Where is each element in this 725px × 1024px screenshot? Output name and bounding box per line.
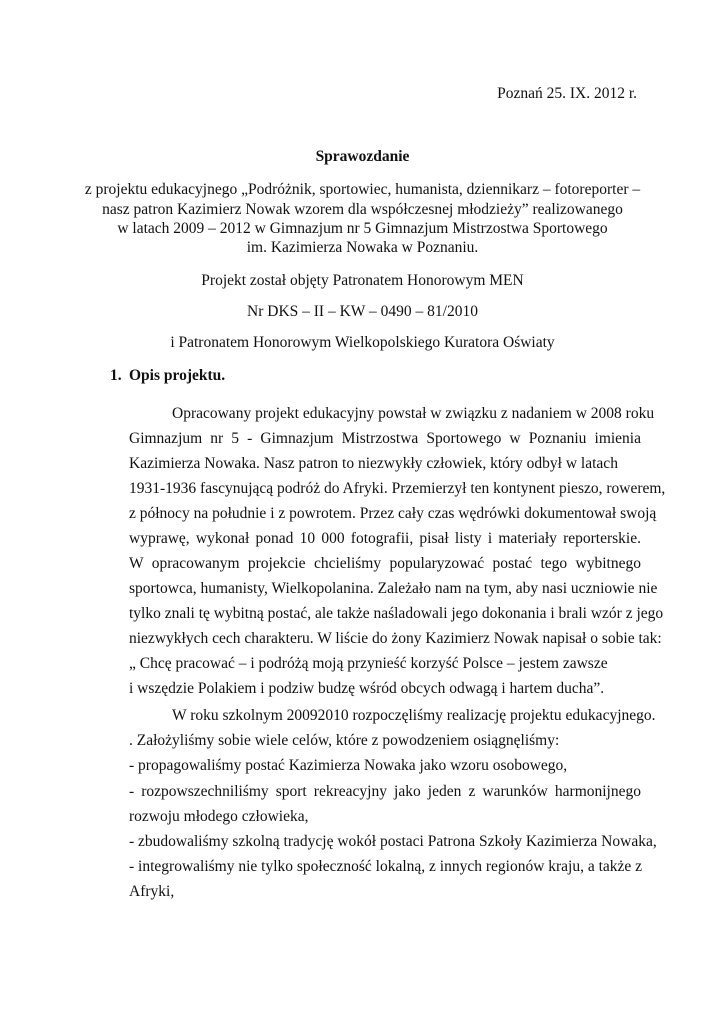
paragraph-line: wyprawę, wykonał ponad 10 000 fotografii, pisał listy i materiały reporterskie. — [129, 530, 641, 547]
place-date: Poznań 25. IX. 2012 r. — [497, 85, 637, 102]
quote-line: i wszędzie Polakiem i podziw budzę wśród obcych odwagą i hartem ducha”. — [129, 680, 605, 697]
document-title: Sprawozdanie — [315, 148, 410, 165]
quote-line: „ Chcę pracować – i podróżą moją przynieść korzyść Polsce – jestem zawsze — [129, 655, 608, 672]
subtitle-line: im. Kazimierza Nowaka w Poznaniu. — [246, 239, 479, 256]
list-item: - rozpowszechniliśmy sport rekreacyjny jako jeden z warunków harmonijnego — [129, 783, 641, 800]
paragraph-line: niezwykłych cech charakteru. W liście do żony Kazimierz Nowak napisał o sobie tak: — [129, 630, 662, 647]
patronage-number: Nr DKS – II – KW – 0490 – 81/2010 — [247, 303, 478, 320]
list-item: - integrowaliśmy nie tylko społeczność lokalną, z innych regionów kraju, a także z — [129, 858, 643, 875]
list-item-continuation: Afryki, — [129, 883, 175, 900]
patronage-line-3: i Patronatem Honorowym Wielkopolskiego Kuratora Oświaty — [170, 334, 555, 351]
list-item: - propagowaliśmy postać Kazimierza Nowaka jako wzoru osobowego, — [129, 757, 568, 774]
paragraph-line: 1931-1936 fascynującą podróż do Afryki. Przemierzył ten kontynent pieszo, rowerem, — [129, 480, 666, 497]
paragraph-line: W opracowanym projekcie chcieliśmy popularyzować postać tego wybitnego — [129, 555, 641, 572]
section-number: 1. — [110, 367, 122, 384]
subtitle-line: nasz patron Kazimierz Nowak wzorem dla współczesnej młodzieży” realizowanego — [102, 201, 623, 218]
list-item: - zbudowaliśmy szkolną tradycję wokół postaci Patrona Szkoły Kazimierza Nowaka, — [129, 833, 657, 850]
paragraph-line: W roku szkolnym 20092010 rozpoczęliśmy realizację projektu edukacyjnego. — [172, 707, 656, 724]
paragraph-line: Kazimierza Nowaka. Nasz patron to niezwykły człowiek, który odbył w latach — [129, 455, 618, 472]
paragraph-line: Gimnazjum nr 5 - Gimnazjum Mistrzostwa Sportowego w Poznaniu imienia — [129, 430, 641, 447]
list-item-continuation: rozwoju młodego człowieka, — [129, 808, 309, 825]
subtitle-line: z projektu edukacyjnego „Podróżnik, sportowiec, humanista, dziennikarz – fotoreporter – — [84, 181, 641, 198]
paragraph-line: Opracowany projekt edukacyjny powstał w związku z nadaniem w 2008 roku — [172, 405, 655, 422]
paragraph-line: sportowca, humanisty, Wielkopolanina. Zależało nam na tym, aby nasi uczniowie nie — [129, 580, 658, 597]
patronage-line-1: Projekt został objęty Patronatem Honorowym MEN — [201, 272, 524, 289]
subtitle-line: w latach 2009 – 2012 w Gimnazjum nr 5 Gimnazjum Mistrzostwa Sportowego — [117, 220, 608, 237]
section-heading: Opis projektu. — [129, 367, 226, 384]
paragraph-line: z północy na południe i z powrotem. Przez cały czas wędrówki dokumentował swoją — [129, 505, 657, 522]
paragraph-line: tylko znali tę wybitną postać, ale także naśladowali jego dokonania i brali wzór z jego — [129, 605, 664, 622]
paragraph-line: . Założyliśmy sobie wiele celów, które z powodzeniem osiągnęliśmy: — [129, 732, 560, 749]
